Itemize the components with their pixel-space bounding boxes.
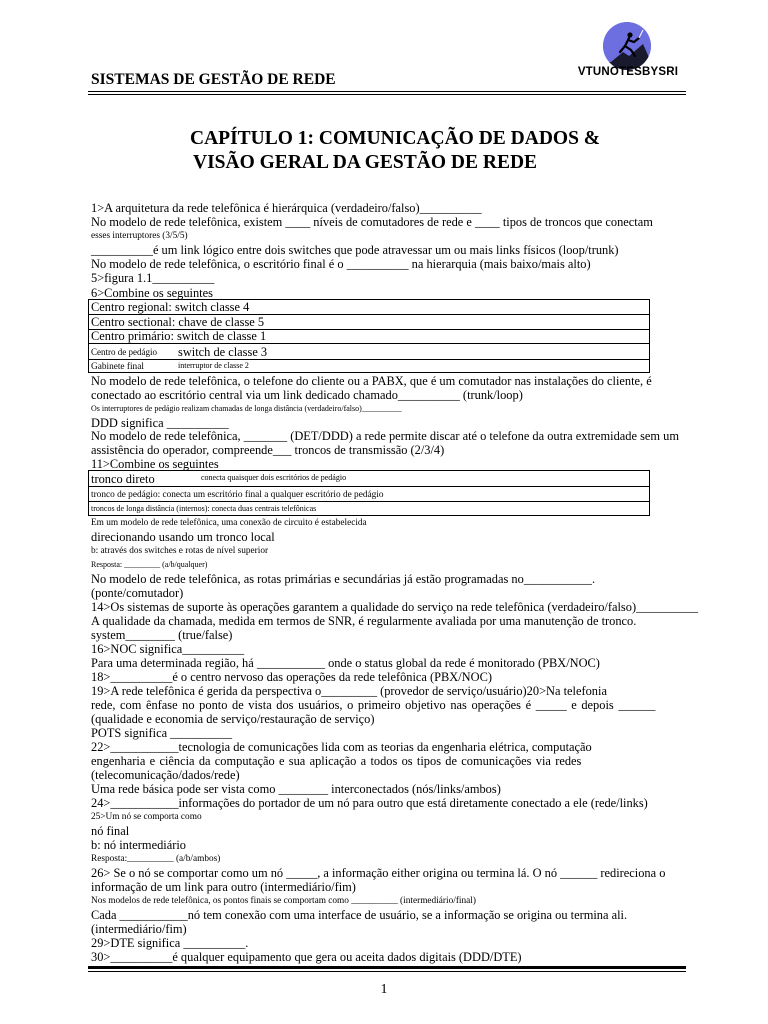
question-21: POTS significa __________ [91, 726, 233, 740]
question-26: 26> Se o nó se comportar como um nó _____, a informação either origina ou termina lá. O nó ______ redireciona o [91, 866, 666, 880]
table-row [89, 300, 649, 314]
question-28: Cada ___________nó tem conexão com uma interface de usuário, se a informação se origina ou termina ali. [91, 908, 628, 922]
question-10-cont: assistência do operador, compreende___ troncos de transmissão (2/3/4) [91, 443, 445, 457]
question-25-option-b: b: nó intermediário [91, 838, 186, 852]
table-cell: Gabinete final [91, 362, 144, 372]
table-cell: switch de classe 3 [178, 345, 268, 359]
table-cell: troncos de longa distância (internos): conecta duas centrais telefônicas [91, 504, 317, 513]
question-13: No modelo de rede telefônica, as rotas primárias e secundárias já estão programadas no___________. [91, 572, 596, 586]
question-25: 25>Um nó se comporta como [91, 812, 202, 822]
question-2: No modelo de rede telefônica, existem ____ níveis de comutadores de rede e ____ tipos de troncos que conectam [91, 215, 653, 229]
question-12-option-a: direcionando usando um tronco local [91, 530, 275, 544]
question-7: No modelo de rede telefônica, o telefone do cliente ou a PABX, que é um comutador nas instalações do cliente, é [91, 374, 652, 388]
question-22-options: (telecomunicação/dados/rede) [91, 768, 240, 782]
question-28-cont: (intermediário/fim) [91, 922, 187, 936]
question-7-cont: conectado ao escritório central via um link dedicado chamado__________ (trunk/loop) [91, 388, 523, 402]
question-5: 5>figura 1.1__________ [91, 271, 215, 285]
question-12-option-b: b: através dos switches e rotas de nível superior [91, 546, 269, 556]
logo-text: VTUNOTESBYSRI [577, 66, 679, 78]
question-12: Em um modelo de rede telefônica, uma conexão de circuito é estabelecida [91, 518, 367, 528]
question-8: Os interruptores de pedágio realizam chamadas de longa distância (verdadeiro/falso)__________ [91, 404, 402, 413]
footer-rule [88, 971, 686, 972]
question-25-option-a: nó final [91, 824, 130, 838]
question-2-cont: esses interruptores (3/5/5) [91, 231, 188, 241]
question-10: No modelo de rede telefônica, _______ (DET/DDD) a rede permite discar até o telefone da outra extremidade sem um [91, 429, 679, 443]
question-22-cont: engenharia e ciência da computação e sua aplicação a todos os tipos de comunicações via redes [91, 754, 582, 768]
table-cell: Centro primário: switch de classe 1 [91, 329, 267, 343]
question-11: 11>Combine os seguintes [91, 457, 219, 471]
header-rule [88, 94, 686, 95]
question-27: Nos modelos de rede telefônica, os pontos finais se comportam como __________ (intermediário/final) [91, 896, 476, 906]
question-3: __________é um link lógico entre dois switches que pode atravessar um ou mais links físicos (loop/trunk) [91, 243, 619, 257]
header-rule [88, 91, 686, 92]
question-14: 14>Os sistemas de suporte às operações garantem a qualidade do serviço na rede telefônica (verdadeiro/falso)__________ [91, 600, 699, 614]
table-cell: tronco direto [91, 472, 155, 486]
match-table-2 [88, 470, 650, 516]
question-25-answer: Resposta:__________ (a/b/ambos) [91, 854, 221, 864]
table-row [89, 471, 649, 486]
question-9: DDD significa __________ [91, 416, 229, 430]
question-12-answer: Resposta: _________ (a/b/qualquer) [91, 560, 208, 569]
question-29: 29>DTE significa __________. [91, 936, 249, 950]
table-cell: Centro sectional: chave de classe 5 [91, 315, 265, 329]
question-15: A qualidade da chamada, medida em termos de SNR, é regularmente avaliada por uma manutenção de tronco. [91, 614, 637, 628]
table-cell: Centro regional: switch classe 4 [91, 300, 250, 314]
question-15-cont: system________ (true/false) [91, 628, 233, 642]
table-row [89, 359, 649, 372]
table-cell: Centro de pedágio [91, 347, 157, 357]
question-19-options: (qualidade e economia de serviço/restauração de serviço) [91, 712, 375, 726]
question-4: No modelo de rede telefônica, o escritório final é o __________ na hierarquia (mais baixo/mais alto) [91, 257, 591, 271]
table-cell: conecta quaisquer dois escritórios de pedágio [201, 473, 347, 482]
table-cell: interruptor de classe 2 [178, 361, 249, 370]
question-18: 18>__________é o centro nervoso das operações da rede telefônica (PBX/NOC) [91, 670, 492, 684]
question-26-cont: informação de um link para outro (intermediário/fim) [91, 880, 356, 894]
logo-icon [603, 22, 651, 70]
table-row [89, 486, 649, 501]
table-row [89, 314, 649, 329]
table-row [89, 501, 649, 515]
question-22: 22>___________tecnologia de comunicações lida com as teorias da engenharia elétrica, computação [91, 740, 592, 754]
chapter-title-line-1: CAPÍTULO 1: COMUNICAÇÃO DE DADOS & [190, 128, 601, 149]
table-row [89, 343, 649, 359]
question-6: 6>Combine os seguintes [91, 286, 213, 300]
page-number: 1 [380, 982, 388, 997]
question-24: 24>___________informações do portador de um nó para outro que está diretamente conectado a ele (rede/links) [91, 796, 648, 810]
question-30: 30>__________é qualquer equipamento que gera ou aceita dados digitais (DDD/DTE) [91, 950, 522, 964]
table-row [89, 329, 649, 343]
question-23: Uma rede básica pode ser vista como ________ interconectados (nós/links/ambos) [91, 782, 501, 796]
question-17: Para uma determinada região, há ___________ onde o status global da rede é monitorado (PBX/NOC) [91, 656, 600, 670]
table-cell: tronco de pedágio: conecta um escritório final a qualquer escritório de pedágio [91, 490, 384, 500]
running-header-title: SISTEMAS DE GESTÃO DE REDE [91, 71, 336, 88]
question-13-cont: (ponte/comutador) [91, 586, 184, 600]
footer-rule [88, 966, 686, 969]
question-16: 16>NOC significa__________ [91, 642, 245, 656]
question-19-cont: rede, com ênfase no ponto de vista dos usuários, o primeiro objetivo nas operações é _____ e depois ______ [91, 698, 656, 712]
match-table-1 [88, 299, 650, 373]
chapter-title-line-2: VISÃO GERAL DA GESTÃO DE REDE [193, 152, 538, 173]
question-1: 1>A arquitetura da rede telefônica é hierárquica (verdadeiro/falso)__________ [91, 201, 482, 215]
question-19: 19>A rede telefônica é gerida da perspectiva o_________ (provedor de serviço/usuário)20>Na telefonia [91, 684, 607, 698]
